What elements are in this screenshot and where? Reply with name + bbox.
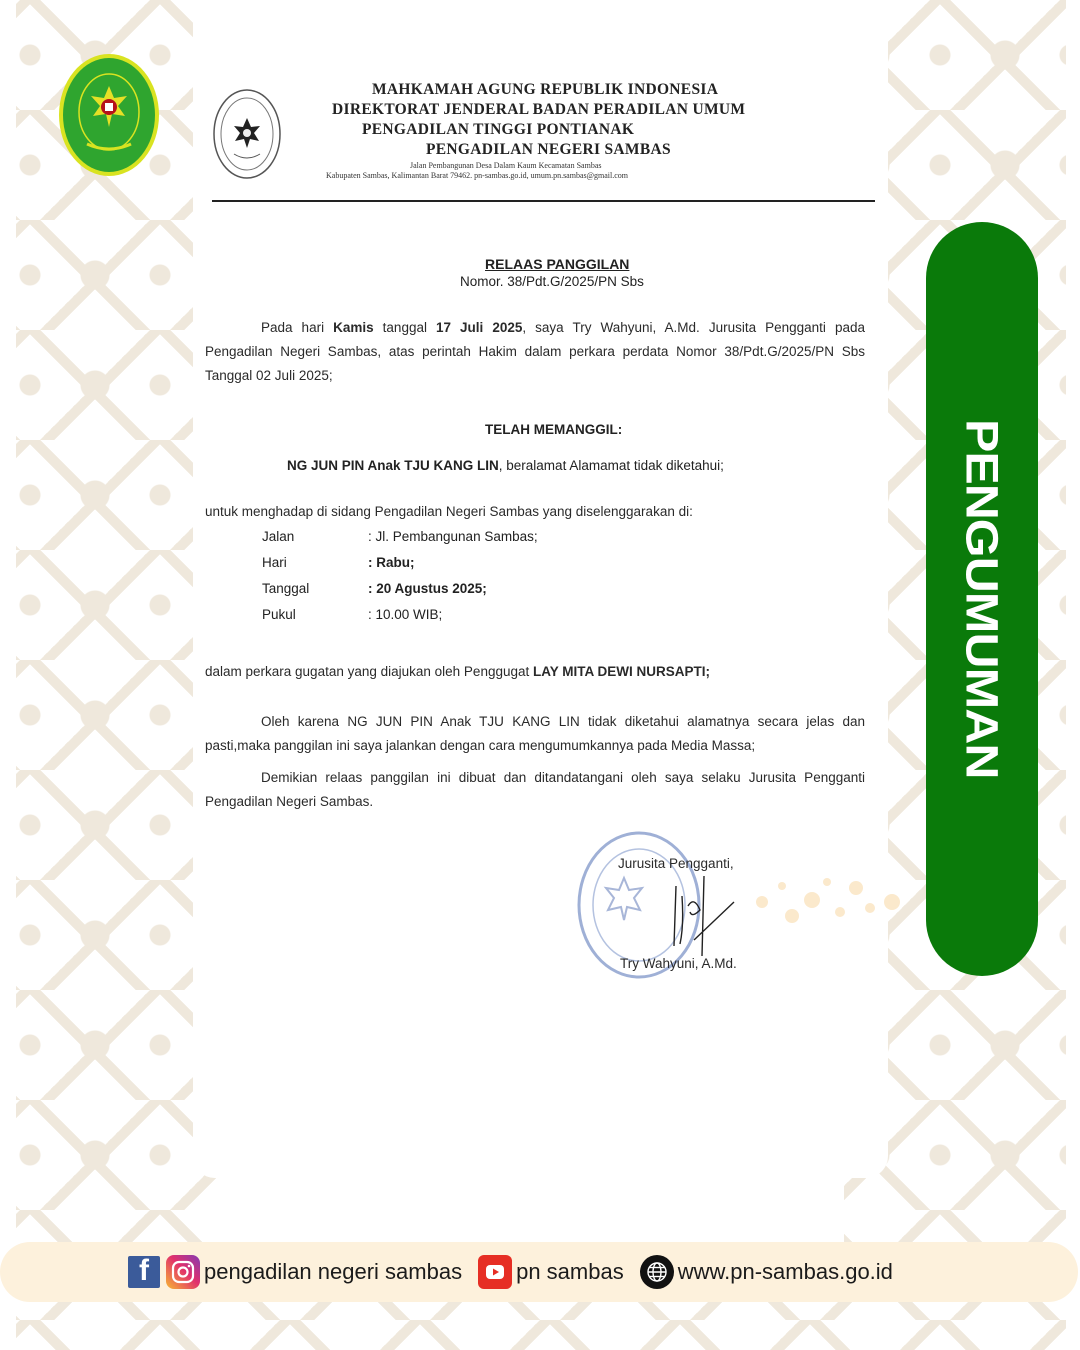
document-title: RELAAS PANGGILAN bbox=[485, 256, 630, 272]
court-logo-icon bbox=[57, 52, 161, 178]
text-segment: Pada hari bbox=[261, 320, 334, 335]
defendant-address: , beralamat Alamamat tidak diketahui; bbox=[498, 458, 724, 473]
plaintiff-paragraph bbox=[205, 660, 865, 684]
youtube-icon[interactable] bbox=[478, 1255, 512, 1289]
called-party bbox=[287, 458, 724, 473]
signer-title: Jurusita Pengganti, bbox=[618, 856, 734, 871]
background-edge-left bbox=[0, 0, 16, 1350]
called-heading: TELAH MEMANGGIL: bbox=[485, 422, 623, 437]
detail-row-jalan bbox=[262, 524, 538, 550]
text-segment: , saya Try Wahyuni, A.Md. Jurusita Pengganti pada Pengadilan Negeri Sambas, atas perintah Hakim dalam perkara perdata Nomor 38/Pdt.G/2025/PN Sbs Tanggal 02 Juli 2025; bbox=[205, 320, 865, 383]
signature-block bbox=[574, 830, 774, 990]
detail-value: : 20 Agustus 2025; bbox=[368, 581, 487, 596]
globe-icon[interactable] bbox=[640, 1255, 674, 1289]
background-edge-right bbox=[1066, 0, 1080, 1350]
plaintiff-name: LAY MITA DEWI NURSAPTI; bbox=[533, 664, 711, 679]
text-segment: tanggal bbox=[373, 320, 436, 335]
detail-value: : Rabu; bbox=[368, 555, 415, 570]
detail-row-hari bbox=[262, 550, 538, 576]
facebook-icon[interactable]: f bbox=[128, 1256, 160, 1288]
paragraph-closing: Demikian relaas panggilan ini dibuat dan ditandatangani oleh saya selaku Jurusita Pengganti Pengadilan Negeri Sambas. bbox=[205, 770, 865, 809]
letterhead-line-1: MAHKAMAH AGUNG REPUBLIK INDONESIA bbox=[372, 81, 719, 98]
signer-name: Try Wahyuni, A.Md. bbox=[620, 956, 737, 971]
detail-label: Hari bbox=[262, 555, 287, 570]
document-card-tail bbox=[232, 1178, 844, 1242]
detail-value: : Jl. Pembangunan Sambas; bbox=[368, 529, 538, 544]
detail-row-pukul bbox=[262, 602, 538, 628]
hearing-intro: untuk menghadap di sidang Pengadilan Negeri Sambas yang diselenggarakan di: bbox=[205, 504, 693, 519]
letterhead-line-3: PENGADILAN TINGGI PONTIANAK bbox=[362, 121, 635, 138]
signature-scribble-icon bbox=[664, 866, 744, 956]
letterhead-line-2: DIREKTORAT JENDERAL BADAN PERADILAN UMUM bbox=[332, 101, 746, 118]
text-segment: dalam perkara gugatan yang diajukan oleh Penggugat bbox=[205, 664, 533, 679]
announcement-banner bbox=[926, 222, 1038, 976]
announcement-label: PENGUMUMAN bbox=[956, 419, 1008, 779]
detail-label: Jalan bbox=[262, 529, 295, 544]
hearing-details bbox=[262, 524, 538, 628]
court-seal-icon bbox=[212, 88, 282, 180]
date-bold: 17 Juli 2025 bbox=[436, 320, 523, 335]
document-number: Nomor. 38/Pdt.G/2025/PN Sbs bbox=[460, 274, 644, 289]
detail-label: Pukul bbox=[262, 607, 296, 622]
day-bold: Kamis bbox=[333, 320, 374, 335]
defendant-name: NG JUN PIN Anak TJU KANG LIN bbox=[287, 458, 499, 473]
detail-value: : 10.00 WIB; bbox=[368, 607, 443, 622]
youtube-channel-link[interactable]: pn sambas bbox=[516, 1259, 624, 1284]
detail-row-tanggal bbox=[262, 576, 538, 602]
letterhead-address-2: Kabupaten Sambas, Kalimantan Barat 79462. pn-sambas.go.id, umum.pn.sambas@gmail.com bbox=[326, 171, 628, 180]
detail-label: Tanggal bbox=[262, 581, 310, 596]
website-link[interactable]: www.pn-sambas.go.id bbox=[677, 1259, 893, 1284]
letterhead-address-1: Jalan Pembangunan Desa Dalam Kaum Kecamatan Sambas bbox=[410, 161, 602, 170]
instagram-icon[interactable] bbox=[166, 1255, 200, 1289]
decorative-dots bbox=[752, 872, 902, 932]
letterhead-line-4: PENGADILAN NEGERI SAMBAS bbox=[426, 141, 671, 158]
paragraph-opening bbox=[205, 316, 865, 388]
social-account-link[interactable]: pengadilan negeri sambas bbox=[204, 1259, 463, 1284]
contact-footer bbox=[0, 1242, 1078, 1302]
letterhead-divider bbox=[212, 200, 875, 202]
paragraph-publication: Oleh karena NG JUN PIN Anak TJU KANG LIN tidak diketahui alamatnya secara jelas dan pasti,maka panggilan ini saya jalankan dengan cara mengumumkannya pada Media Massa; bbox=[205, 714, 865, 753]
